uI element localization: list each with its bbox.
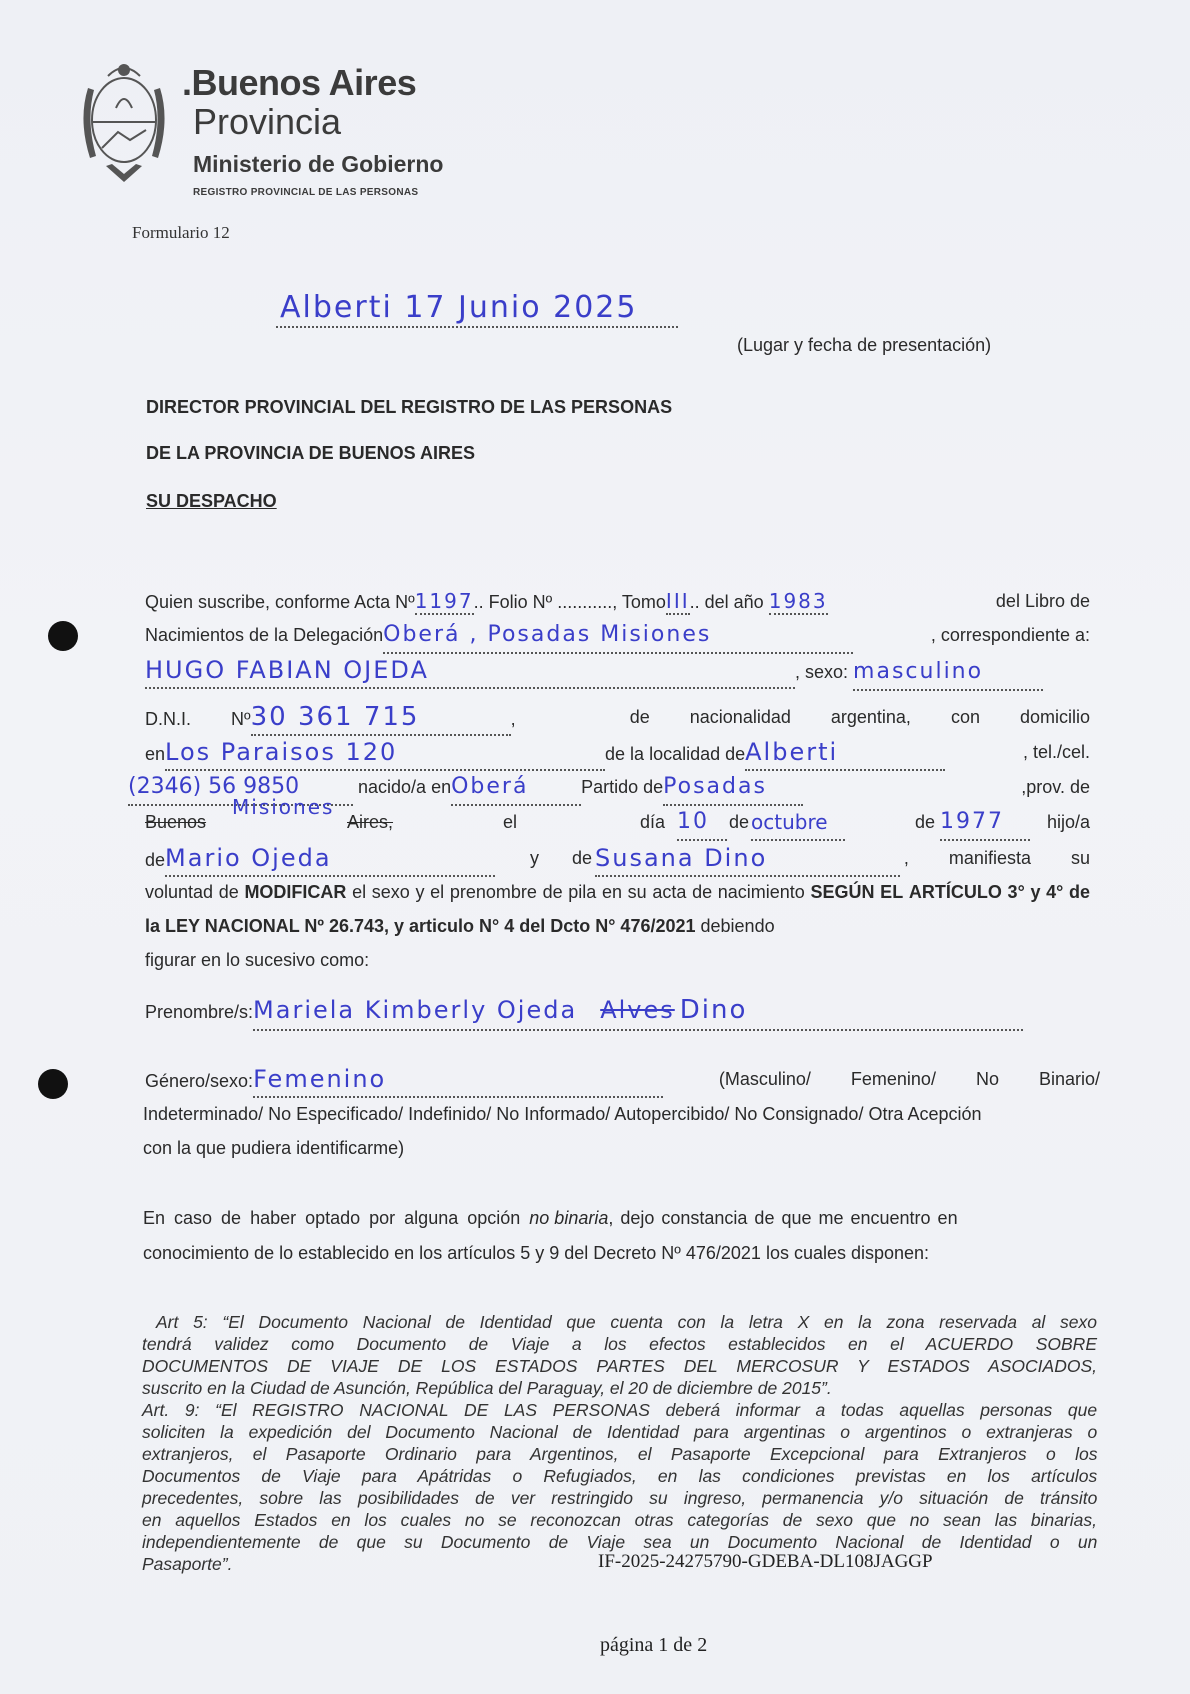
art9-line: Art. 9: “El REGISTRO NACIONAL DE LAS PERSONAS deberá informar a todas aquellas personas que <box>142 1400 1098 1420</box>
text-figurar: figurar en lo sucesivo como: <box>145 950 370 970</box>
form-line-genero <box>145 1062 1100 1098</box>
text-de-madre: de <box>572 848 593 868</box>
tomo-field: III <box>665 589 690 613</box>
text-tel: , tel./cel. <box>1022 742 1090 762</box>
text-libro: del Libro de <box>995 591 1090 611</box>
provincia-field: Misiones <box>232 795 335 819</box>
form-line-prenombre <box>145 993 1045 1031</box>
art9-line: soliciten la expedición del Documento Nacional de Identidad para argentinas o argentinos o extranjeras o <box>142 1422 1098 1442</box>
text-segun: SEGÚN EL <box>810 882 904 902</box>
text-sexo: , sexo: <box>795 662 849 682</box>
genero-field: Femenino <box>253 1062 663 1098</box>
text-quien: Quien suscribe, conforme Acta Nº <box>145 592 415 612</box>
prenombre-struck: Alves <box>600 996 675 1024</box>
registry-name: REGISTRO PROVINCIAL DE LAS PERSONAS <box>193 187 419 198</box>
punch-hole-bottom <box>38 1069 68 1099</box>
org-subtitle: Provincia <box>193 101 342 142</box>
text-de-padre: de <box>145 850 166 870</box>
text-manifiesta: , manifiesta su <box>903 848 1090 868</box>
form-line-3 <box>145 653 1090 691</box>
dia-field: 10 <box>677 805 727 841</box>
text-de-anio: de <box>915 812 936 832</box>
dni-field: 30 361 715 <box>251 700 511 736</box>
art5-line: tendrá validez como Documento de Viaje a los efectos establecidos en el ACUERDO SOBRE <box>142 1334 1097 1354</box>
form-line-2 <box>145 618 1090 654</box>
text-voluntad-2: el sexo y el prenombre de pila en su acta de nacimiento <box>346 882 811 902</box>
buenos-aires-seal-logo <box>72 48 176 198</box>
art5-line: DOCUMENTOS DE VIAJE DE LOS ESTADOS PARTES DEL MERCOSUR Y ESTADOS ASOCIADOS, <box>142 1356 1098 1376</box>
text-dia: día <box>640 812 666 832</box>
art9-line: extranjeros, el Pasaporte Ordinario para Argentinos, el Pasaporte Excepcional para Extranjeros o los <box>142 1444 1098 1464</box>
binaria-line-1 <box>143 1201 1098 1235</box>
text-el: el <box>503 812 518 832</box>
tel-field: (2346) 56 9850 <box>128 770 353 806</box>
text-de-mes: de <box>729 812 750 832</box>
acta-field: 1197 <box>414 589 474 613</box>
padre-field: Mario Ojeda <box>165 841 495 877</box>
text-nacido: nacido/a en <box>358 777 452 797</box>
prenombre-final: Dino <box>679 995 748 1025</box>
text-nacimientos: Nacimientos de la Delegación <box>145 625 384 645</box>
addressee-line-1: DIRECTOR PROVINCIAL DEL REGISTRO DE LAS PERSONAS <box>146 397 673 417</box>
text-correspondiente: , correspondiente a: <box>930 625 1090 645</box>
page-number: página 1 de 2 <box>600 1634 708 1656</box>
form-line-1: Quien suscribe, conforme Acta Nº1197.. Folio Nº ..........., TomoIII.. del año 1983 del Libro de <box>145 584 1090 619</box>
form-paragraph-voluntad <box>145 875 1090 977</box>
text-hijo: hijo/a <box>1046 812 1090 832</box>
binaria-line-2: conocimiento de lo establecido en los artículos 5 y 9 del Decreto Nº 476/2021 los cuales disponen: <box>143 1243 930 1263</box>
document-id: IF-2025-24275790-GDEBA-DL108JAGGP <box>598 1551 933 1572</box>
binaria-text-ital: no binaria <box>529 1208 609 1228</box>
prenombre-value: Mariela Kimberly Ojeda <box>253 996 578 1024</box>
sexo-field: masculino <box>853 655 1043 691</box>
art5-line: Art 5: “El Documento Nacional de Identidad que cuenta con la letra X en la zona reservada al sexo <box>156 1312 1097 1332</box>
text-y: y <box>530 848 539 868</box>
ministry-name: Ministerio de Gobierno <box>193 151 444 177</box>
partido-field: Posadas <box>663 770 803 806</box>
text-nacionalidad: de nacionalidad argentina, con domicilio <box>629 707 1090 727</box>
text-opciones-1: (Masculino/ Femenino/ No Binario/ <box>718 1069 1100 1089</box>
text-partido: Partido de <box>581 777 664 797</box>
text-en: en <box>145 744 166 764</box>
org-title: .Buenos Aires <box>182 62 417 103</box>
art9-line: en aquellos Estados en los cuales no se reconozcan otras categorías de sexo que no sean las binarias, <box>142 1510 1097 1530</box>
mes-field: octubre <box>751 805 845 841</box>
prenombre-field <box>253 993 1023 1031</box>
text-anio: del año <box>704 592 764 612</box>
text-aires-struck: Aires, <box>347 812 394 832</box>
art9-line: Pasaporte”. <box>142 1554 233 1574</box>
form-line-opciones-2: Indeterminado/ No Especificado/ Indefinido/ No Informado/ Autopercibido/ No Consignado/ Otra Acepción <box>143 1104 982 1124</box>
text-prenombre: Prenombre/s: <box>145 1002 254 1022</box>
text-debiendo: debiendo <box>695 916 775 936</box>
nacido-en-field: Oberá <box>451 770 581 806</box>
punch-hole-top <box>48 621 78 651</box>
binaria-text-1: En caso de haber optado por alguna opción <box>143 1208 530 1228</box>
domicilio-field: Los Paraisos 120 <box>165 735 605 771</box>
text-buenos-struck: Buenos <box>145 812 207 832</box>
place-date-line <box>276 326 678 328</box>
addressee-line-3: SU DESPACHO <box>146 491 277 511</box>
madre-field: Susana Dino <box>595 841 900 877</box>
text-localidad: de la localidad de <box>605 744 746 764</box>
form-line-8 <box>145 841 1090 877</box>
anio-field: 1983 <box>768 589 828 613</box>
art9-line: Documentos de Viaje para Apátridas o Refugiados, en las condiciones previstas en los artículos <box>142 1466 1098 1486</box>
form-line-7 <box>145 805 1090 839</box>
art9-line: independientemente de que su Documento de Viaje sea un Documento Nacional de Identidad o un <box>142 1532 1098 1552</box>
art5-line: suscrito en la Ciudad de Asunción, República del Paraguay, el 20 de diciembre de 2015”. <box>142 1378 832 1398</box>
place-date-field: Alberti 17 Junio 2025 <box>280 290 638 325</box>
art9-line: precedentes, sobre las posibilidades de ver restringido su ingreso, permanencia y/o situación de tránsito <box>142 1488 1098 1508</box>
anio-nac-field: 1977 <box>940 805 1030 841</box>
form-line-opciones-3: con la que pudiera identificarme) <box>143 1138 405 1158</box>
addressee-line-2: DE LA PROVINCIA DE BUENOS AIRES <box>146 443 476 463</box>
localidad-field: Alberti <box>745 735 945 771</box>
decree-articles <box>142 1311 1097 1575</box>
form-label: Formulario 12 <box>132 223 230 242</box>
text-articulo: ARTÍCULO 3° y 4° de la LEY NACIONAL Nº 26.743, y articulo N° 4 del Dcto N° 476/2021 <box>145 882 1091 936</box>
binaria-text-rest: , dejo constancia de que me encuentro en <box>608 1208 958 1228</box>
text-folio: Folio Nº ..........., Tomo <box>488 592 666 612</box>
form-line-4: D.N.I. Nº30 361 715 , de nacionalidad argentina, con domicilio <box>145 700 1090 736</box>
text-genero: Género/sexo: <box>145 1071 254 1091</box>
delegacion-field: Oberá , Posadas Misiones <box>383 618 853 654</box>
text-dni: D.N.I. Nº <box>145 709 251 729</box>
text-modificar: MODIFICAR <box>244 882 347 902</box>
text-voluntad-1: voluntad de <box>145 882 245 902</box>
text-prov: ,prov. de <box>1021 777 1090 797</box>
nombre-field: HUGO FABIAN OJEDA <box>145 653 795 689</box>
form-line-5 <box>145 735 1090 771</box>
place-date-caption: (Lugar y fecha de presentación) <box>737 335 992 355</box>
